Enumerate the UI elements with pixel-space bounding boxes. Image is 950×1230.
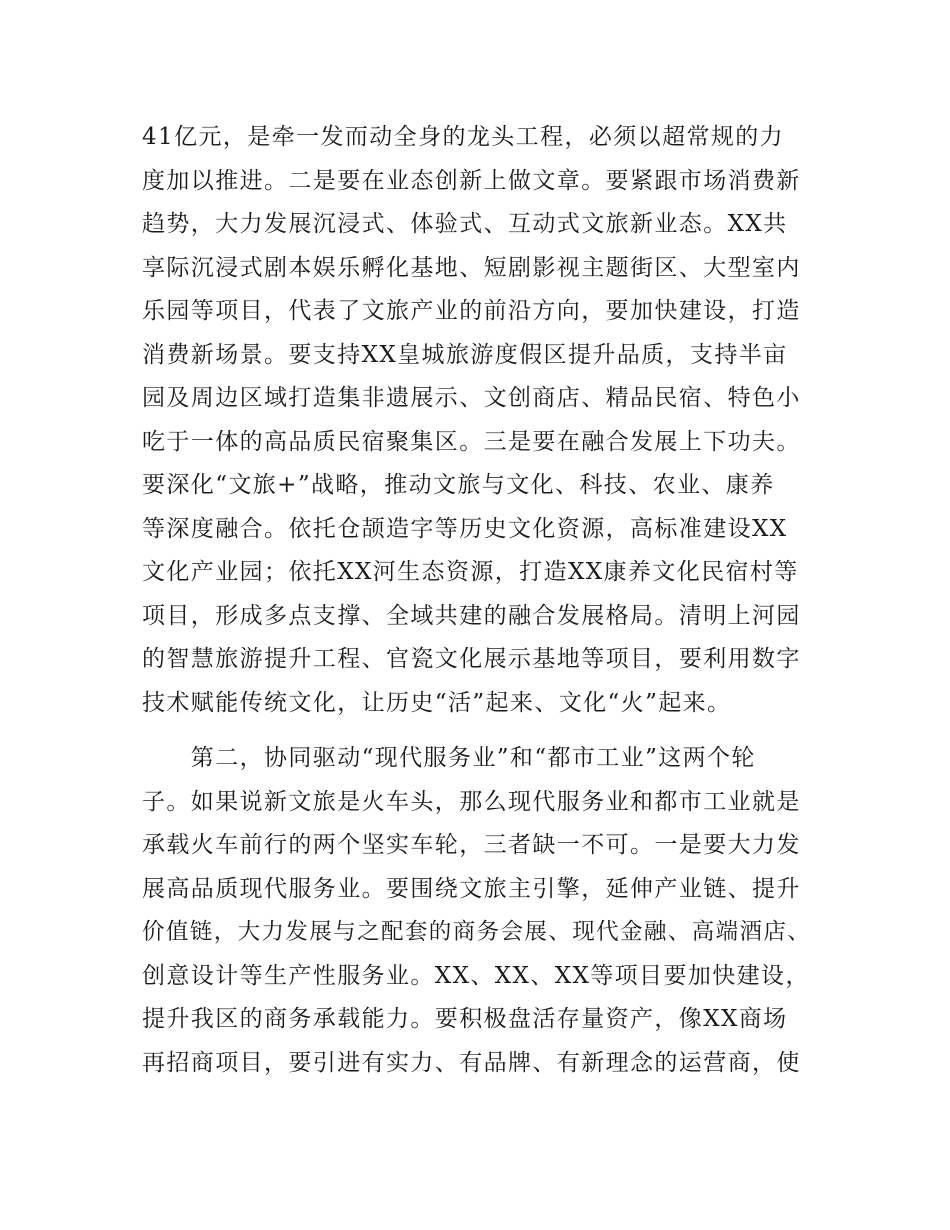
paragraph-2 bbox=[142, 737, 822, 1085]
text-line: 价值链，大力发展与之配套的商务会展、现代金融、高端酒店、 bbox=[142, 919, 812, 945]
text-line: 展高品质现代服务业。要围绕文旅主引擎，延伸产业链、提升 bbox=[142, 875, 801, 902]
text-line: 等深度融合。依托仓颉造字等历史文化资源，高标准建设XX bbox=[142, 515, 788, 542]
text-line: 第二，协同驱动“现代服务业”和“都市工业”这两个轮 bbox=[142, 745, 756, 771]
text-line: 子。如果说新文旅是火车头，那么现代服务业和都市工业就是 bbox=[142, 788, 801, 815]
text-line: 园及周边区域打造集非遗展示、文创商店、精品民宿、特色小 bbox=[142, 385, 801, 411]
text-line: 的智慧旅游提升工程、官瓷文化展示基地等项目，要利用数字 bbox=[142, 646, 801, 672]
text-line: 乐园等项目，代表了文旅产业的前沿方向，要加快建设，打造 bbox=[142, 298, 801, 324]
text-line: 文化产业园；依托XX河生态资源，打造XX康养文化民宿村等 bbox=[142, 559, 799, 585]
text-line: 趋势，大力发展沉浸式、体验式、互动式文旅新业态。XX共 bbox=[142, 211, 788, 237]
text-line: 提升我区的商务承载能力。要积极盘活存量资产，像XX商场 bbox=[142, 1006, 788, 1032]
text-line: 项目，形成多点支撑、全域共建的融合发展格局。清明上河园 bbox=[142, 602, 801, 629]
text-line: 度加以推进。二是要在业态创新上做文章。要紧跟市场消费新 bbox=[142, 167, 801, 194]
text-line: 享际沉浸式剧本娱乐孵化基地、短剧影视主题街区、大型室内 bbox=[142, 254, 801, 281]
text-line: 技术赋能传统文化，让历史“活”起来、文化“火”起来。 bbox=[142, 689, 732, 716]
text-line: 承载火车前行的两个坚实车轮，三者缺一不可。一是要大力发 bbox=[142, 832, 801, 858]
text-line: 再招商项目，要引进有实力、有品牌、有新理念的运营商，使 bbox=[142, 1049, 801, 1076]
text-line: 要深化“文旅+”战略，推动文旅与文化、科技、农业、康养 bbox=[142, 472, 775, 498]
text-line: 吃于一体的高品质民宿聚集区。三是要在融合发展上下功夫。 bbox=[142, 428, 801, 455]
paragraph-1 bbox=[142, 116, 822, 725]
text-line: 消费新场景。要支持XX皇城旅游度假区提升品质，支持半亩 bbox=[142, 341, 788, 368]
text-line: 41亿元，是牵一发而动全身的龙头工程，必须以超常规的力 bbox=[142, 124, 785, 150]
text-line: 创意设计等生产性服务业。XX、XX、XX等项目要加快建设， bbox=[142, 962, 810, 989]
